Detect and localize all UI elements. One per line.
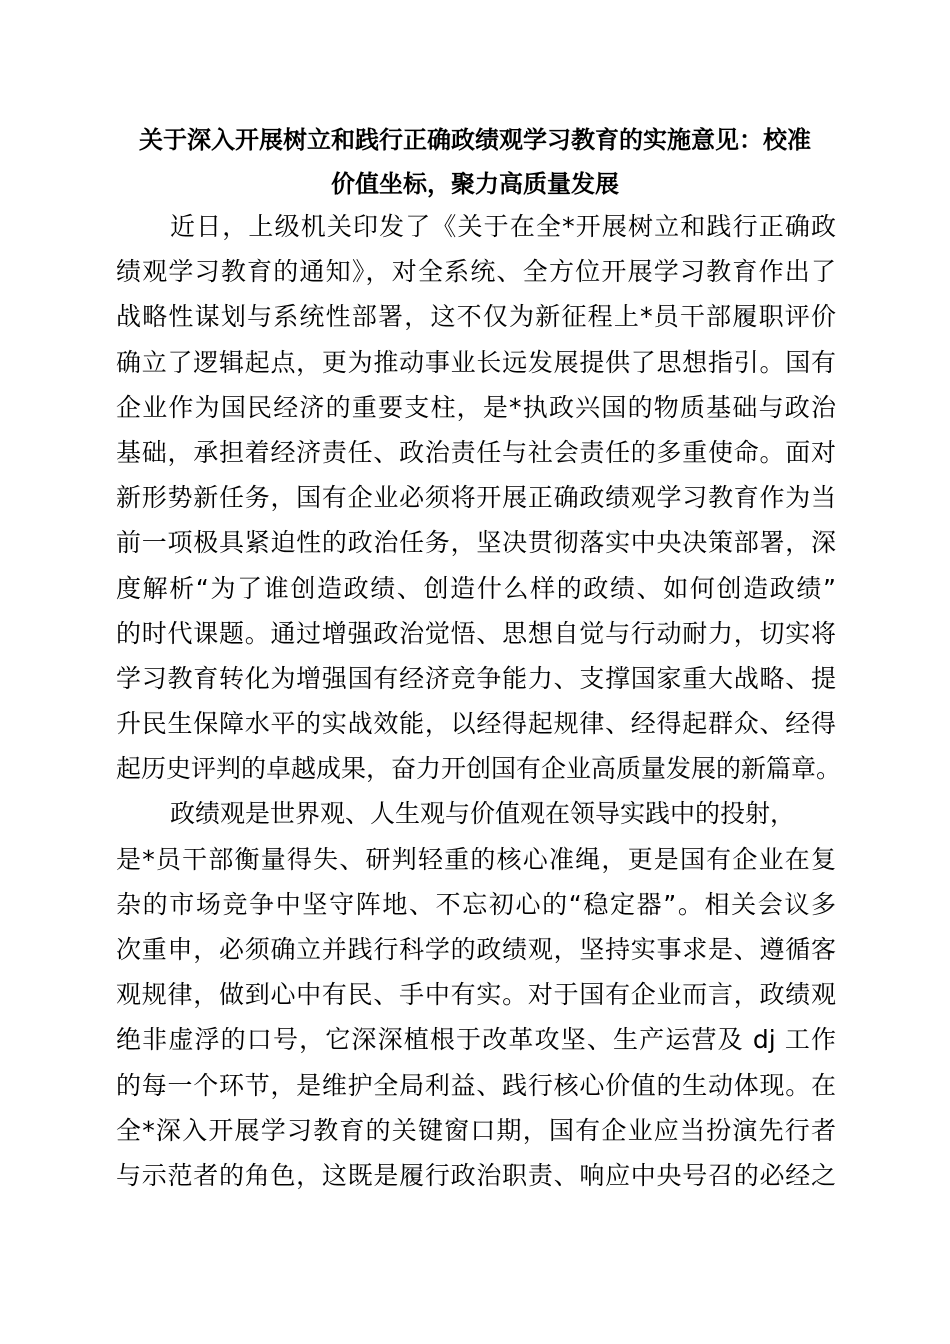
paragraph-line: 近日，上级机关印发了《关于在全*开展树立和践行正确政 <box>170 212 836 241</box>
paragraph-1 <box>116 204 842 791</box>
paragraph-line: 观规律，做到心中有民、手中有实。对于国有企业而言，政绩观 <box>116 980 836 1010</box>
paragraph-line: 绩观学习教育的通知》，对全系统、全方位开展学习教育作出了 <box>116 257 836 287</box>
paragraph-line: 政绩观是世界观、人生观与价值观在领导实践中的投射， <box>170 799 796 829</box>
paragraph-line: 是*员干部衡量得失、研判轻重的核心准绳，更是国有企业在复 <box>116 844 836 874</box>
paragraph-line: 全*深入开展学习教育的关键窗口期，国有企业应当扮演先行者 <box>116 1115 836 1145</box>
paragraph-line: 前一项极具紧迫性的政治任务，坚决贯彻落实中央决策部署，深 <box>116 528 836 558</box>
paragraph-line: 的时代课题。通过增强政治觉悟、思想自觉与行动耐力，切实将 <box>116 618 836 648</box>
paragraph-line: 绝非虚浮的口号，它深深植根于改革攻坚、生产运营及 dj 工作 <box>116 1025 836 1055</box>
document-title <box>100 118 850 206</box>
paragraph-line: 的每一个环节，是维护全局利益、践行核心价值的生动体现。在 <box>116 1070 836 1100</box>
paragraph-line: 杂的市场竞争中坚守阵地、不忘初心的“稳定器”。相关会议多 <box>116 889 836 919</box>
document-body <box>116 204 842 1198</box>
paragraph-line: 与示范者的角色，这既是履行政治职责、响应中央号召的必经之 <box>116 1160 836 1190</box>
paragraph-line: 战略性谋划与系统性部署，这不仅为新征程上*员干部履职评价 <box>116 302 836 332</box>
paragraph-line: 升民生保障水平的实战效能，以经得起规律、经得起群众、经得 <box>116 709 836 739</box>
paragraph-line: 基础，承担着经济责任、政治责任与社会责任的多重使命。面对 <box>116 437 836 467</box>
paragraph-line: 学习教育转化为增强国有经济竞争能力、支撑国家重大战略、提 <box>116 663 836 693</box>
title-line-2: 价值坐标，聚力高质量发展 <box>331 170 619 198</box>
title-line-1: 关于深入开展树立和践行正确政绩观学习教育的实施意见：校准 <box>139 126 811 154</box>
paragraph-line: 起历史评判的卓越成果，奋力开创国有企业高质量发展的新篇章。 <box>116 754 842 784</box>
paragraph-line: 新形势新任务，国有企业必须将开展正确政绩观学习教育作为当 <box>116 483 836 513</box>
paragraph-line: 次重申，必须确立并践行科学的政绩观，坚持实事求是、遵循客 <box>116 935 836 964</box>
paragraph-line: 度解析“为了谁创造政绩、创造什么样的政绩、如何创造政绩” <box>116 573 836 603</box>
paragraph-line: 企业作为国民经济的重要支柱，是*执政兴国的物质基础与政治 <box>116 392 836 422</box>
paragraph-line: 确立了逻辑起点，更为推动事业长远发展提供了思想指引。国有 <box>116 347 836 377</box>
paragraph-2 <box>116 791 836 1198</box>
